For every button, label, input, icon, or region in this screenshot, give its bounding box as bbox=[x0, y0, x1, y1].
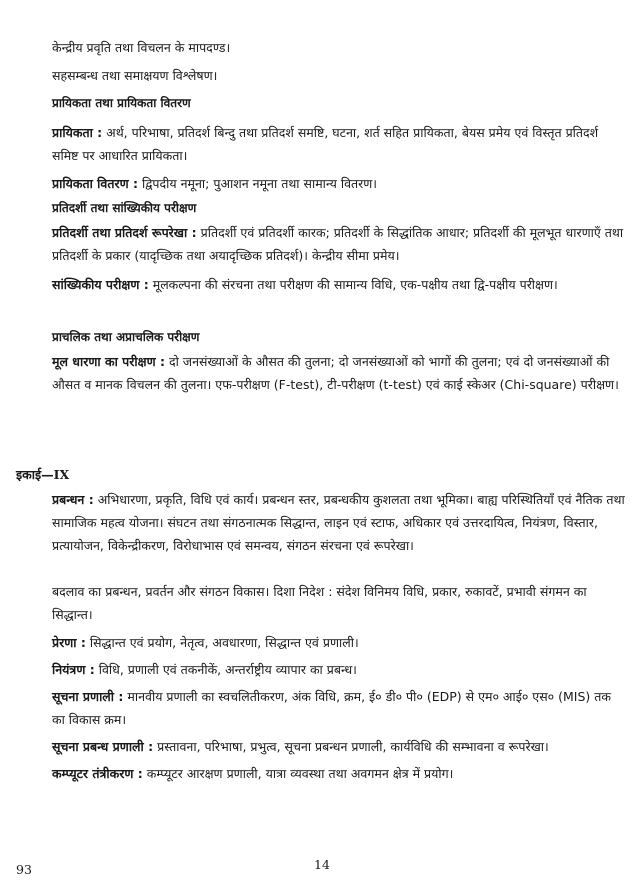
para-computerization: कम्प्यूटर तंत्रीकरण : कम्प्यूटर आरक्षण प्रणाली, यात्रा व्यवस्था तथा अवगमन क्षेत्र में प्रयोग। bbox=[52, 766, 454, 781]
footer-left-number: 93 bbox=[16, 862, 32, 877]
para-statistical-test: सांख्यिकीय परीक्षण : मूलकल्पना की संरचना तथा परीक्षण की सामान्य विधि, एक-पक्षीय तथा द्वि-पक्षीय परीक्षण। bbox=[52, 277, 558, 292]
heading-parametric: प्राचलिक तथा अप्राचलिक परीक्षण bbox=[52, 330, 200, 344]
heading-probability: प्रायिकता तथा प्रायिकता वितरण bbox=[52, 96, 191, 110]
para-probability-distribution: प्रायिकता वितरण : द्विपदीय नमूना; पुआशन नमूना तथा सामान्य वितरण। bbox=[52, 176, 378, 191]
page-number: 14 bbox=[314, 857, 330, 872]
term-statistical-test: सांख्यिकीय परीक्षण : bbox=[52, 277, 149, 292]
unit-heading: इकाई—IX bbox=[16, 467, 70, 482]
term-information-system: सूचना प्रणाली : bbox=[52, 689, 124, 704]
term-control: नियंत्रण : bbox=[52, 662, 95, 677]
term-hypothesis-test: मूल धारणा का परीक्षण : bbox=[52, 354, 165, 369]
para-change-management: बदलाव का प्रबन्धन, प्रवर्तन और संगठन विकास। दिशा निदेश : संदेश विनिमय विधि, प्रकार, रुकावटें, प्रभावी संगमन का सिद्धान्त। bbox=[52, 584, 587, 622]
term-information-management: सूचना प्रबन्ध प्रणाली : bbox=[52, 739, 154, 754]
para-hypothesis-test: मूल धारणा का परीक्षण : दो जनसंख्याओं के औसत की तुलना; दो जनसंख्याओं को भागों की तुलना; एवं दो जनसंख्याओं की औसत व मानक विचलन की तुलना। एफ-परीक्षण (F-test), टी-परीक्षण (t-test) एवं काई स्केअर (Chi-square) परीक्षण। bbox=[52, 354, 619, 392]
para-sampling-design: प्रतिदर्शी तथा प्रतिदर्श रूपरेखा : प्रतिदर्शी एवं प्रतिदर्शी कारक; प्रतिदर्शी के सिद्धांतिक आधार; प्रतिदर्शी की मूलभूत धारणाएँ तथा प्रतिदर्शी के प्रकार (यादृच्छिक तथा अयादृच्छिक प्रतिदर्श)। केन्द्रीय सीमा प्रमेय। bbox=[52, 225, 624, 263]
para-control: नियंत्रण : विधि, प्रणाली एवं तकनीकें, अन्तर्राष्ट्रीय व्यापार का प्रबन्ध। bbox=[52, 662, 357, 677]
term-computerization: कम्प्यूटर तंत्रीकरण : bbox=[52, 766, 143, 781]
term-probability-distribution: प्रायिकता वितरण : bbox=[52, 176, 138, 191]
term-management: प्रबन्धन : bbox=[52, 492, 94, 507]
term-probability: प्रायिकता : bbox=[52, 125, 103, 140]
line-correlation: सहसम्बन्ध तथा समाक्षयण विश्लेषण। bbox=[52, 68, 218, 83]
para-information-system: सूचना प्रणाली : मानवीय प्रणाली का स्वचलितीकरण, अंक विधि, क्रम, ई० डी० पी० (EDP) से एम० आई० एस० (MIS) तक का विकास क्रम। bbox=[52, 689, 612, 727]
line-central-tendency: केन्द्रीय प्रवृति तथा विचलन के मापदण्ड। bbox=[52, 40, 231, 55]
para-motivation: प्रेरणा : सिद्धान्त एवं प्रयोग, नेतृत्व, अवधारणा, सिद्धान्त एवं प्रणाली। bbox=[52, 635, 359, 650]
para-probability: प्रायिकता : अर्थ, परिभाषा, प्रतिदर्श बिन्दु तथा प्रतिदर्श समष्टि, घटना, शर्त सहित प्रायिकता, बेयस प्रमेय एवं विस्तृत प्रतिदर्श समिष्ट पर आधारित प्रायिकता। bbox=[52, 125, 599, 163]
para-management: प्रबन्धन : अभिधारणा, प्रकृति, विधि एवं कार्य। प्रबन्धन स्तर, प्रबन्धकीय कुशलता तथा भूमिका। बाह्य परिस्थितियाँ एवं नैतिक तथा सामाजिक महत्व योजना। संघटन तथा संगठनात्मक सिद्धान्त, लाइन एवं स्टाफ, अधिकार एवं उत्तरदायित्व, नियंत्रण, विस्तार, प्रत्यायोजन, विकेन्द्रीकरण, विरोधाभास एवं समन्वय, संगठन संरचना एवं रूपरेखा। bbox=[52, 492, 625, 553]
term-sampling-design: प्रतिदर्शी तथा प्रतिदर्श रूपरेखा : bbox=[52, 225, 197, 240]
heading-sampling: प्रतिदर्शी तथा सांख्यिकीय परीक्षण bbox=[52, 201, 197, 215]
term-motivation: प्रेरणा : bbox=[52, 635, 86, 650]
para-information-management: सूचना प्रबन्ध प्रणाली : प्रस्तावना, परिभाषा, प्रभुत्व, सूचना प्रबन्धन प्रणाली, कार्यविधि की सम्भावना व रूपरेखा। bbox=[52, 739, 549, 754]
